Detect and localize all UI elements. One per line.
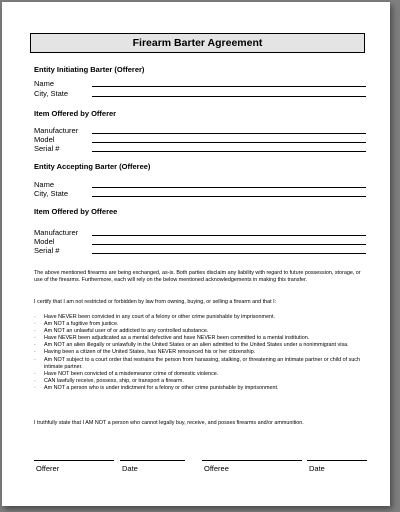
offeree-name-label: Name: [34, 180, 55, 189]
offeree-model-label: Model: [34, 237, 55, 246]
offerer-signature-field[interactable]: [34, 460, 114, 461]
offeree-serial-label: Serial #: [34, 246, 60, 255]
final-statement-text: I truthfully state that I AM NOT a person who cannot legally buy, receive, and posses firearms and/or ammunition.: [34, 420, 304, 426]
offerer-date-field[interactable]: [120, 460, 185, 461]
document-page: [2, 2, 390, 506]
conditions-list: [34, 314, 369, 392]
list-item: · Have NEVER been adjudicated as a mental defective and have NEVER been committed to a mental institution.: [34, 335, 369, 342]
offerer-date-label: Date: [122, 464, 138, 473]
list-item: · Am NOT a fugitive from justice.: [34, 321, 369, 328]
list-item: · Am NOT an unlawful user of or addicted to any controlled substance.: [34, 328, 369, 335]
offeree-city-field[interactable]: [92, 196, 366, 197]
offerer-city-label: City, State: [34, 89, 69, 98]
list-item: · Have NOT been convicted of a misdemeanor crime of domestic violence.: [34, 371, 369, 378]
list-item: · Have NEVER been convicted in any court of a felony or other crime punishable by imprisonment.: [34, 314, 369, 321]
list-item: · Having been a citizen of the United States, has NEVER renounced his or her citizenship.: [34, 349, 369, 356]
document-title: Firearm Barter Agreement: [30, 33, 365, 53]
offerer-model-label: Model: [34, 135, 55, 144]
offeree-date-field[interactable]: [307, 460, 367, 461]
list-item: · Am NOT subject to a court order that restrains the person from harassing, stalking, or threatening an intimate partner or child of such intimate partner.: [34, 357, 369, 371]
offeree-manufacturer-field[interactable]: [92, 235, 366, 236]
offeree-model-field[interactable]: [92, 244, 366, 245]
offerer-name-field[interactable]: [92, 86, 366, 87]
offeree-name-field[interactable]: [92, 187, 366, 188]
offerer-city-field[interactable]: [92, 96, 366, 97]
offeree-manufacturer-label: Manufacturer: [34, 228, 79, 237]
offerer-serial-field[interactable]: [92, 151, 366, 152]
offerer-item-heading: Item Offered by Offerer: [34, 109, 117, 118]
offeree-heading: Entity Accepting Barter (Offeree): [34, 162, 151, 171]
offeree-serial-field[interactable]: [92, 253, 366, 254]
offerer-name-label: Name: [34, 79, 55, 88]
offeree-item-heading: Item Offered by Offeree: [34, 207, 118, 216]
offerer-heading: Entity Initiating Barter (Offerer): [34, 65, 145, 74]
offerer-serial-label: Serial #: [34, 144, 60, 153]
offeree-city-label: City, State: [34, 189, 69, 198]
list-item: · Am NOT an alien illegally or unlawfully in the United States or an alien admitted to the United States under a nonimmigrant visa.: [34, 342, 369, 349]
offerer-signature-label: Offerer: [36, 464, 60, 473]
offerer-manufacturer-label: Manufacturer: [34, 126, 79, 135]
list-item: · Am NOT a person who is under indictment for a felony or other crime punishable by imprisonment.: [34, 385, 369, 392]
disclaimer-text: The above mentioned firearms are being exchanged, as-is. Both parties disclaim any liability with regard to future possession, storage, or use of the firearms. Furthermore, each will rely on the below mentioned acknowledgements in making this transfer.: [34, 270, 361, 284]
offeree-signature-label: Offeree: [204, 464, 229, 473]
offeree-date-label: Date: [309, 464, 325, 473]
list-item: · CAN lawfully receive, possess, ship, or transport a firearm.: [34, 378, 369, 385]
offeree-signature-field[interactable]: [202, 460, 302, 461]
certify-intro-text: I certify that I am not restricted or forbidden by law from owning, buying, or selling a firearm and that I:: [34, 299, 277, 305]
offerer-manufacturer-field[interactable]: [92, 133, 366, 134]
offerer-model-field[interactable]: [92, 142, 366, 143]
